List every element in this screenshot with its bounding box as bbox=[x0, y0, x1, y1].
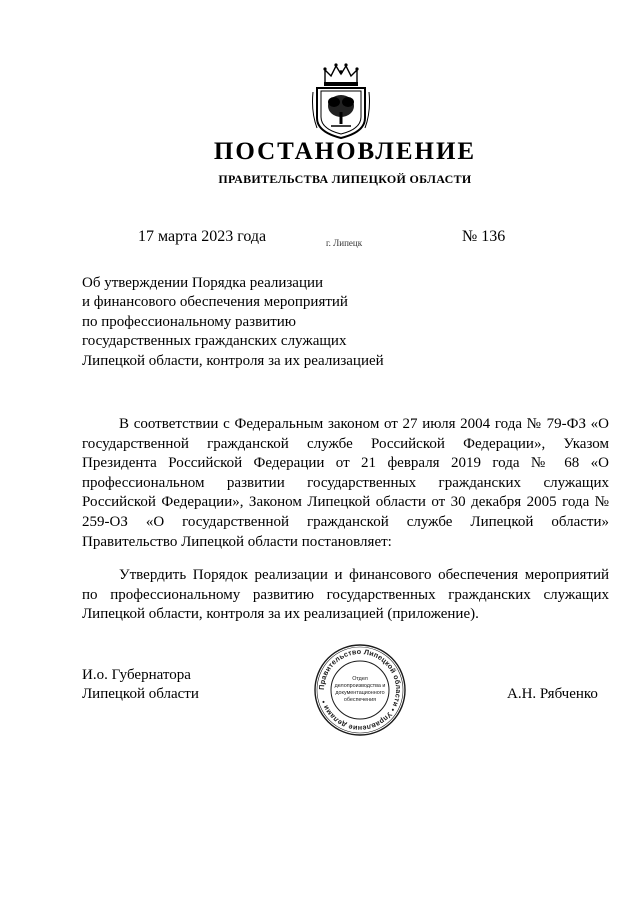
subject-line: и финансового обеспечения мероприятий bbox=[82, 294, 348, 311]
signatory-name: А.Н. Рябченко bbox=[507, 686, 598, 702]
stamp-center-line: обеспечения bbox=[343, 697, 377, 703]
coat-of-arms-icon bbox=[311, 62, 371, 140]
document-number: № 136 bbox=[462, 228, 506, 245]
signatory-role-line: И.о. Губернатора bbox=[82, 667, 191, 683]
subject-line: по профессиональному развитию bbox=[82, 313, 297, 330]
stamp-center-line: документационного bbox=[335, 690, 385, 696]
document-date: 17 марта 2023 года bbox=[138, 228, 267, 245]
body-paragraph-resolution bbox=[82, 566, 609, 625]
signatory-role bbox=[82, 666, 199, 705]
paragraph-text: Утвердить Порядок реализации и финансового обеспечения мероприятий по профессиональному развитию государственных гражданских служащих Липецкой области, контроля за их реализацией (приложение). bbox=[82, 567, 609, 623]
stamp-ring-text: Правительство Липецкой области • Управление делами • bbox=[316, 646, 404, 734]
subject-line: государственных гражданских служащих bbox=[82, 333, 347, 350]
document-subtitle: ПРАВИТЕЛЬСТВА ЛИПЕЦКОЙ ОБЛАСТИ bbox=[218, 172, 472, 186]
subject-line: Липецкой области, контроля за их реализацией bbox=[82, 352, 384, 369]
subject-line: Об утверждении Порядка реализации bbox=[82, 275, 324, 291]
stamp-center-line: Отдел bbox=[352, 676, 368, 682]
body-paragraph-legal-basis bbox=[82, 415, 609, 552]
stamp-center-line: делопроизводства и bbox=[334, 683, 386, 689]
document-place: г. Липецк bbox=[326, 238, 363, 248]
document-title: ПОСТАНОВЛЕНИЕ bbox=[213, 138, 477, 165]
document-subject bbox=[82, 274, 412, 371]
paragraph-text: В соответствии с Федеральным законом от 27 июля 2004 года № 79-ФЗ «О государственной гражданской службе Российской Федерации», Указом Президента Российской Федерации от 21 февраля 2019 года № 68 «О профессиональном развитии государственных гражданских служащих Российской Федерации», Законом Липецкой области от 30 декабря 2005 года № 259-ОЗ «О государственной гражданской службе Липецкой области» Правительство Липецкой области постановляет: bbox=[82, 416, 609, 550]
signatory-role-line: Липецкой области bbox=[82, 686, 199, 703]
official-stamp bbox=[313, 643, 407, 737]
